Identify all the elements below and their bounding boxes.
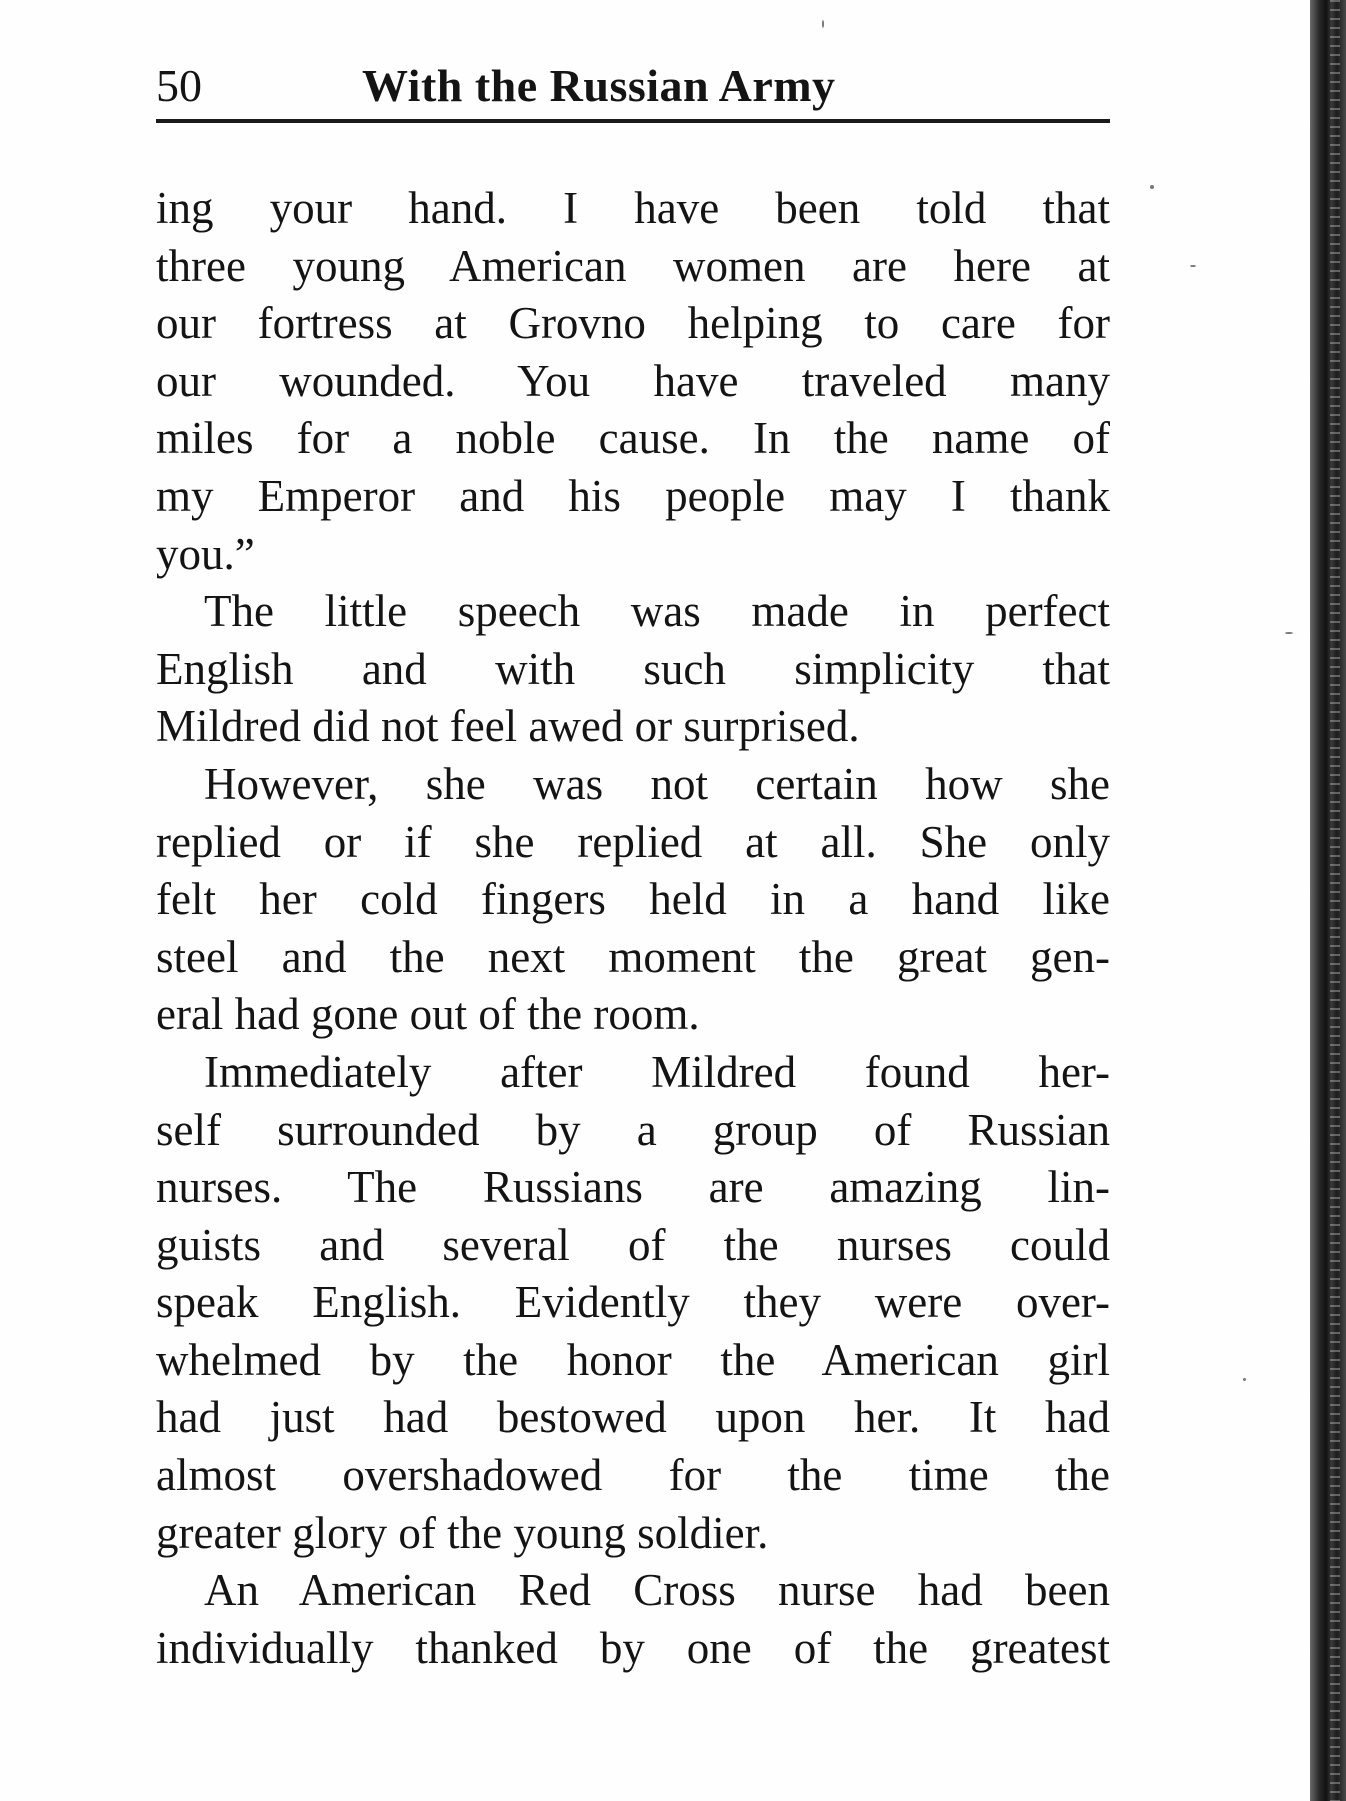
- text-line: However, she was not certain how she: [204, 758, 1110, 809]
- scan-speck: [822, 20, 824, 28]
- page-header: [156, 48, 1110, 124]
- text-line: you.”: [156, 528, 255, 579]
- text-line: ing your hand. I have been told that: [156, 183, 1110, 233]
- text-line: felt her cold fingers held in a hand like: [156, 874, 1110, 925]
- page-number: 50: [156, 60, 202, 111]
- text-line: greater glory of the young soldier.: [156, 1507, 769, 1558]
- text-line: eral had gone out of the room.: [156, 989, 700, 1040]
- text-line: Mildred did not feel awed or surprised.: [156, 701, 860, 752]
- text-line: our wounded. You have traveled many: [156, 355, 1110, 406]
- text-line: miles for a noble cause. In the name of: [156, 413, 1110, 464]
- scan-speck: [1190, 265, 1196, 267]
- text-line: individually thanked by one of the greatest: [156, 1622, 1110, 1673]
- text-line: my Emperor and his people may I thank: [156, 470, 1110, 521]
- text-line: nurses. The Russians are amazing lin-: [156, 1162, 1110, 1213]
- text-line: speak English. Evidently they were over-: [156, 1277, 1110, 1328]
- text-line: had just had bestowed upon her. It had: [156, 1392, 1110, 1443]
- page-edge-texture: [1330, 0, 1340, 1801]
- text-line: English and with such simplicity that: [156, 643, 1110, 694]
- scan-speck: [1243, 1378, 1246, 1381]
- text-line: An American Red Cross nurse had been: [204, 1565, 1110, 1616]
- text-line: steel and the next moment the great gen-: [156, 931, 1110, 982]
- text-line: almost overshadowed for the time the: [156, 1450, 1110, 1501]
- text-line: our fortress at Grovno helping to care for: [156, 298, 1110, 349]
- scan-speck: [1150, 185, 1154, 189]
- text-line: guists and several of the nurses could: [156, 1219, 1110, 1270]
- text-line: whelmed by the honor the American girl: [156, 1334, 1110, 1385]
- body-text: [156, 180, 1110, 1677]
- text-line: Immediately after Mildred found her-: [204, 1046, 1110, 1097]
- text-line: three young American women are here at: [156, 240, 1110, 291]
- header-rule: [156, 119, 1110, 123]
- text-line: self surrounded by a group of Russian: [156, 1104, 1110, 1155]
- text-line: replied or if she replied at all. She only: [156, 816, 1110, 867]
- text-line: The little speech was made in perfect: [204, 586, 1110, 637]
- running-title: With the Russian Army: [362, 60, 836, 111]
- scanned-page-edge: [1310, 0, 1346, 1801]
- scan-speck: [1285, 632, 1293, 634]
